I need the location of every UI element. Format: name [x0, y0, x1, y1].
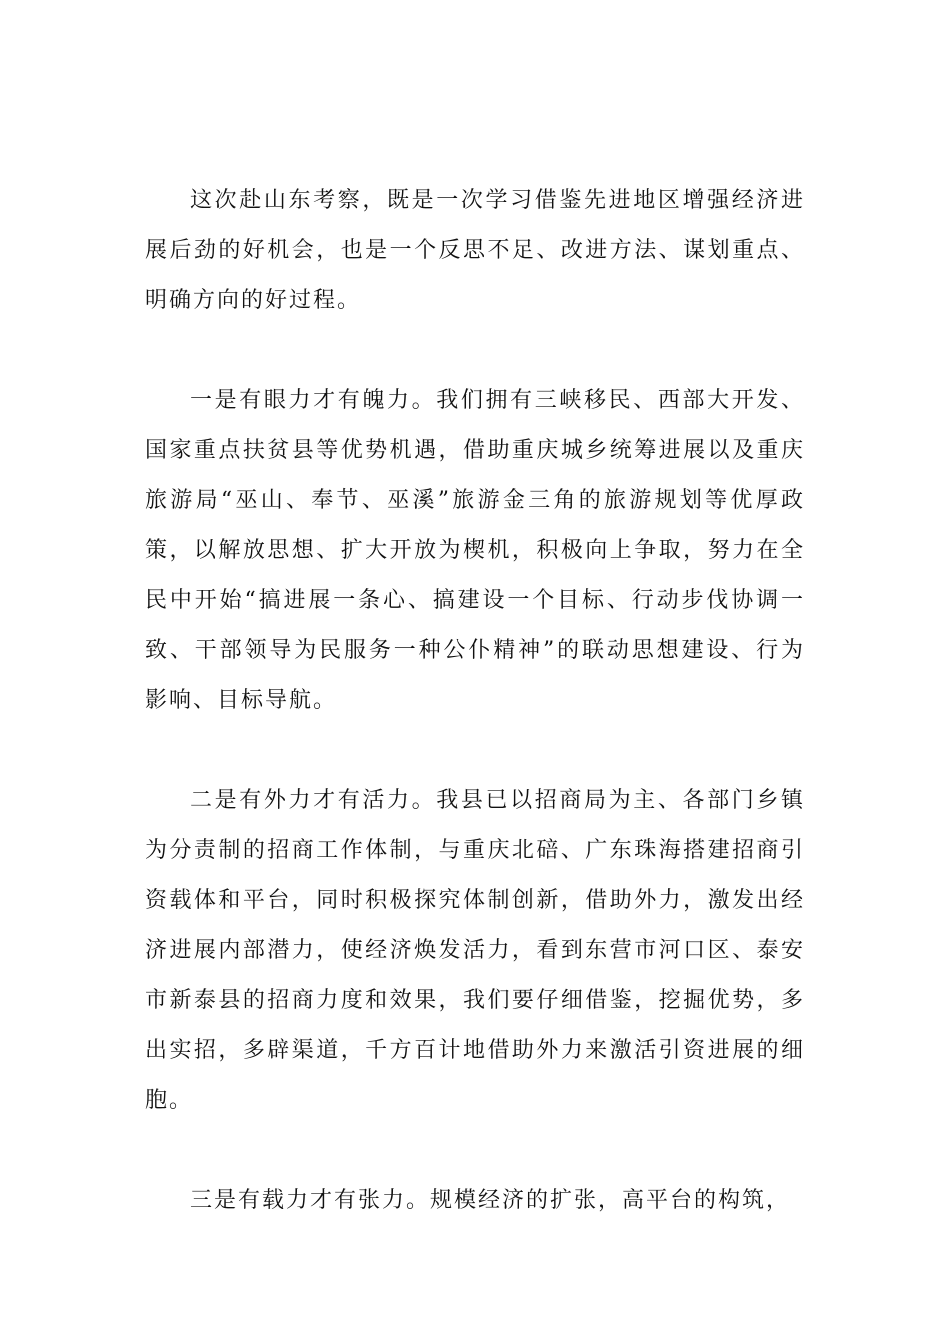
- paragraph-point-two: 二是有外力才有活力。我县已以招商局为主、各部门乡镇为分责制的招商工作体制，与重庆北碚、广东珠海搭建招商引资载体和平台，同时积极探究体制创新，借助外力，激发出经济进展内部潜力，使经济焕发活力，看到东营市河口区、泰安市新泰县的招商力度和效果，我们要仔细借鉴，挖掘优势，多出实招，多辟渠道，千方百计地借助外力来激活引资进展的细胞。: [145, 788, 805, 1113]
- paragraph-point-three: 三是有载力才有张力。规模经济的扩张，高平台的构筑，: [190, 1188, 791, 1213]
- paragraph-point-one: 一是有眼力才有魄力。我们拥有三峡移民、西部大开发、国家重点扶贫县等优势机遇，借助重庆城乡统筹进展以及重庆旅游局“巫山、奉节、巫溪”旅游金三角的旅游规划等优厚政策，以解放思想、扩大开放为楔机，积极向上争取，努力在全民中开始“搞进展一条心、搞建设一个目标、行动步伐协调一致、干部领导为民服务一种公仆精神”的联动思想建设、行为影响、目标导航。: [145, 388, 805, 713]
- paragraph-intro: 这次赴山东考察，既是一次学习借鉴先进地区增强经济进展后劲的好机会，也是一个反思不足、改进方法、谋划重点、明确方向的好过程。: [145, 188, 805, 313]
